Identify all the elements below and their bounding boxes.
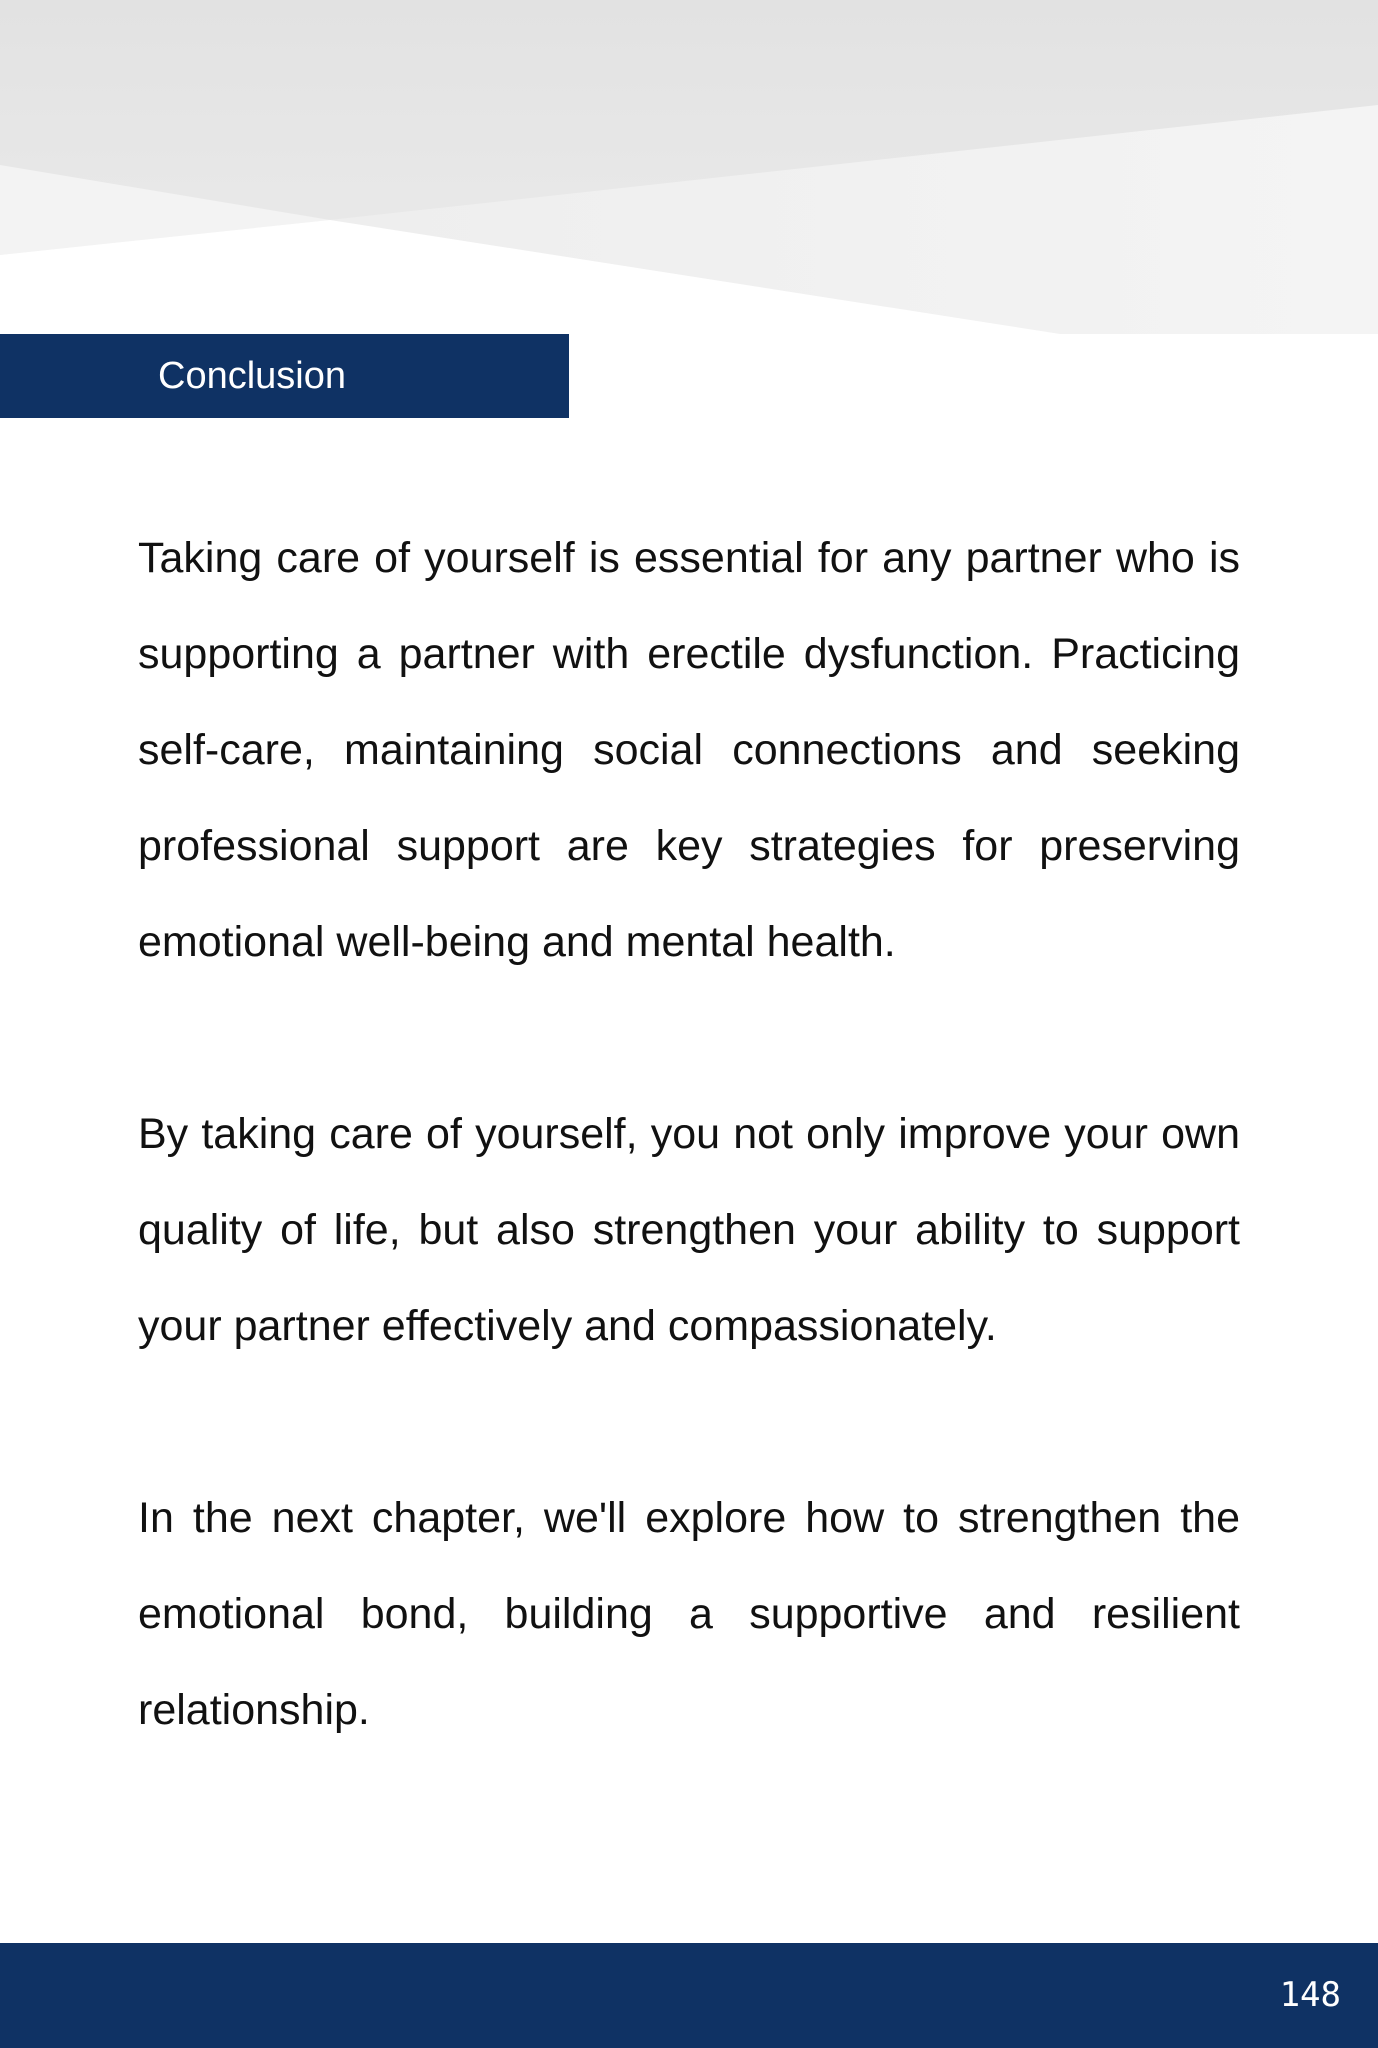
paragraph: By taking care of yourself, you not only improve your own quality of life, but also strengthen your ability to support your partner effectively and compassionately. bbox=[138, 1110, 1240, 1350]
footer-bar bbox=[0, 1943, 1378, 2048]
body-text bbox=[138, 510, 1240, 1854]
header-decoration bbox=[0, 0, 1378, 340]
paragraph: In the next chapter, we'll explore how to strengthen the emotional bond, building a supportive and resilient relationship. bbox=[138, 1494, 1240, 1734]
section-banner bbox=[0, 334, 569, 418]
paragraph: Taking care of yourself is essential for any partner who is supporting a partner with erectile dysfunction. Practicing self-care, maintaining social connections and seeking professional support are key strategies for preserving emotional well-being and mental health. bbox=[138, 534, 1240, 966]
section-title: Conclusion bbox=[158, 355, 346, 397]
page-number: 148 bbox=[1279, 1975, 1341, 2015]
